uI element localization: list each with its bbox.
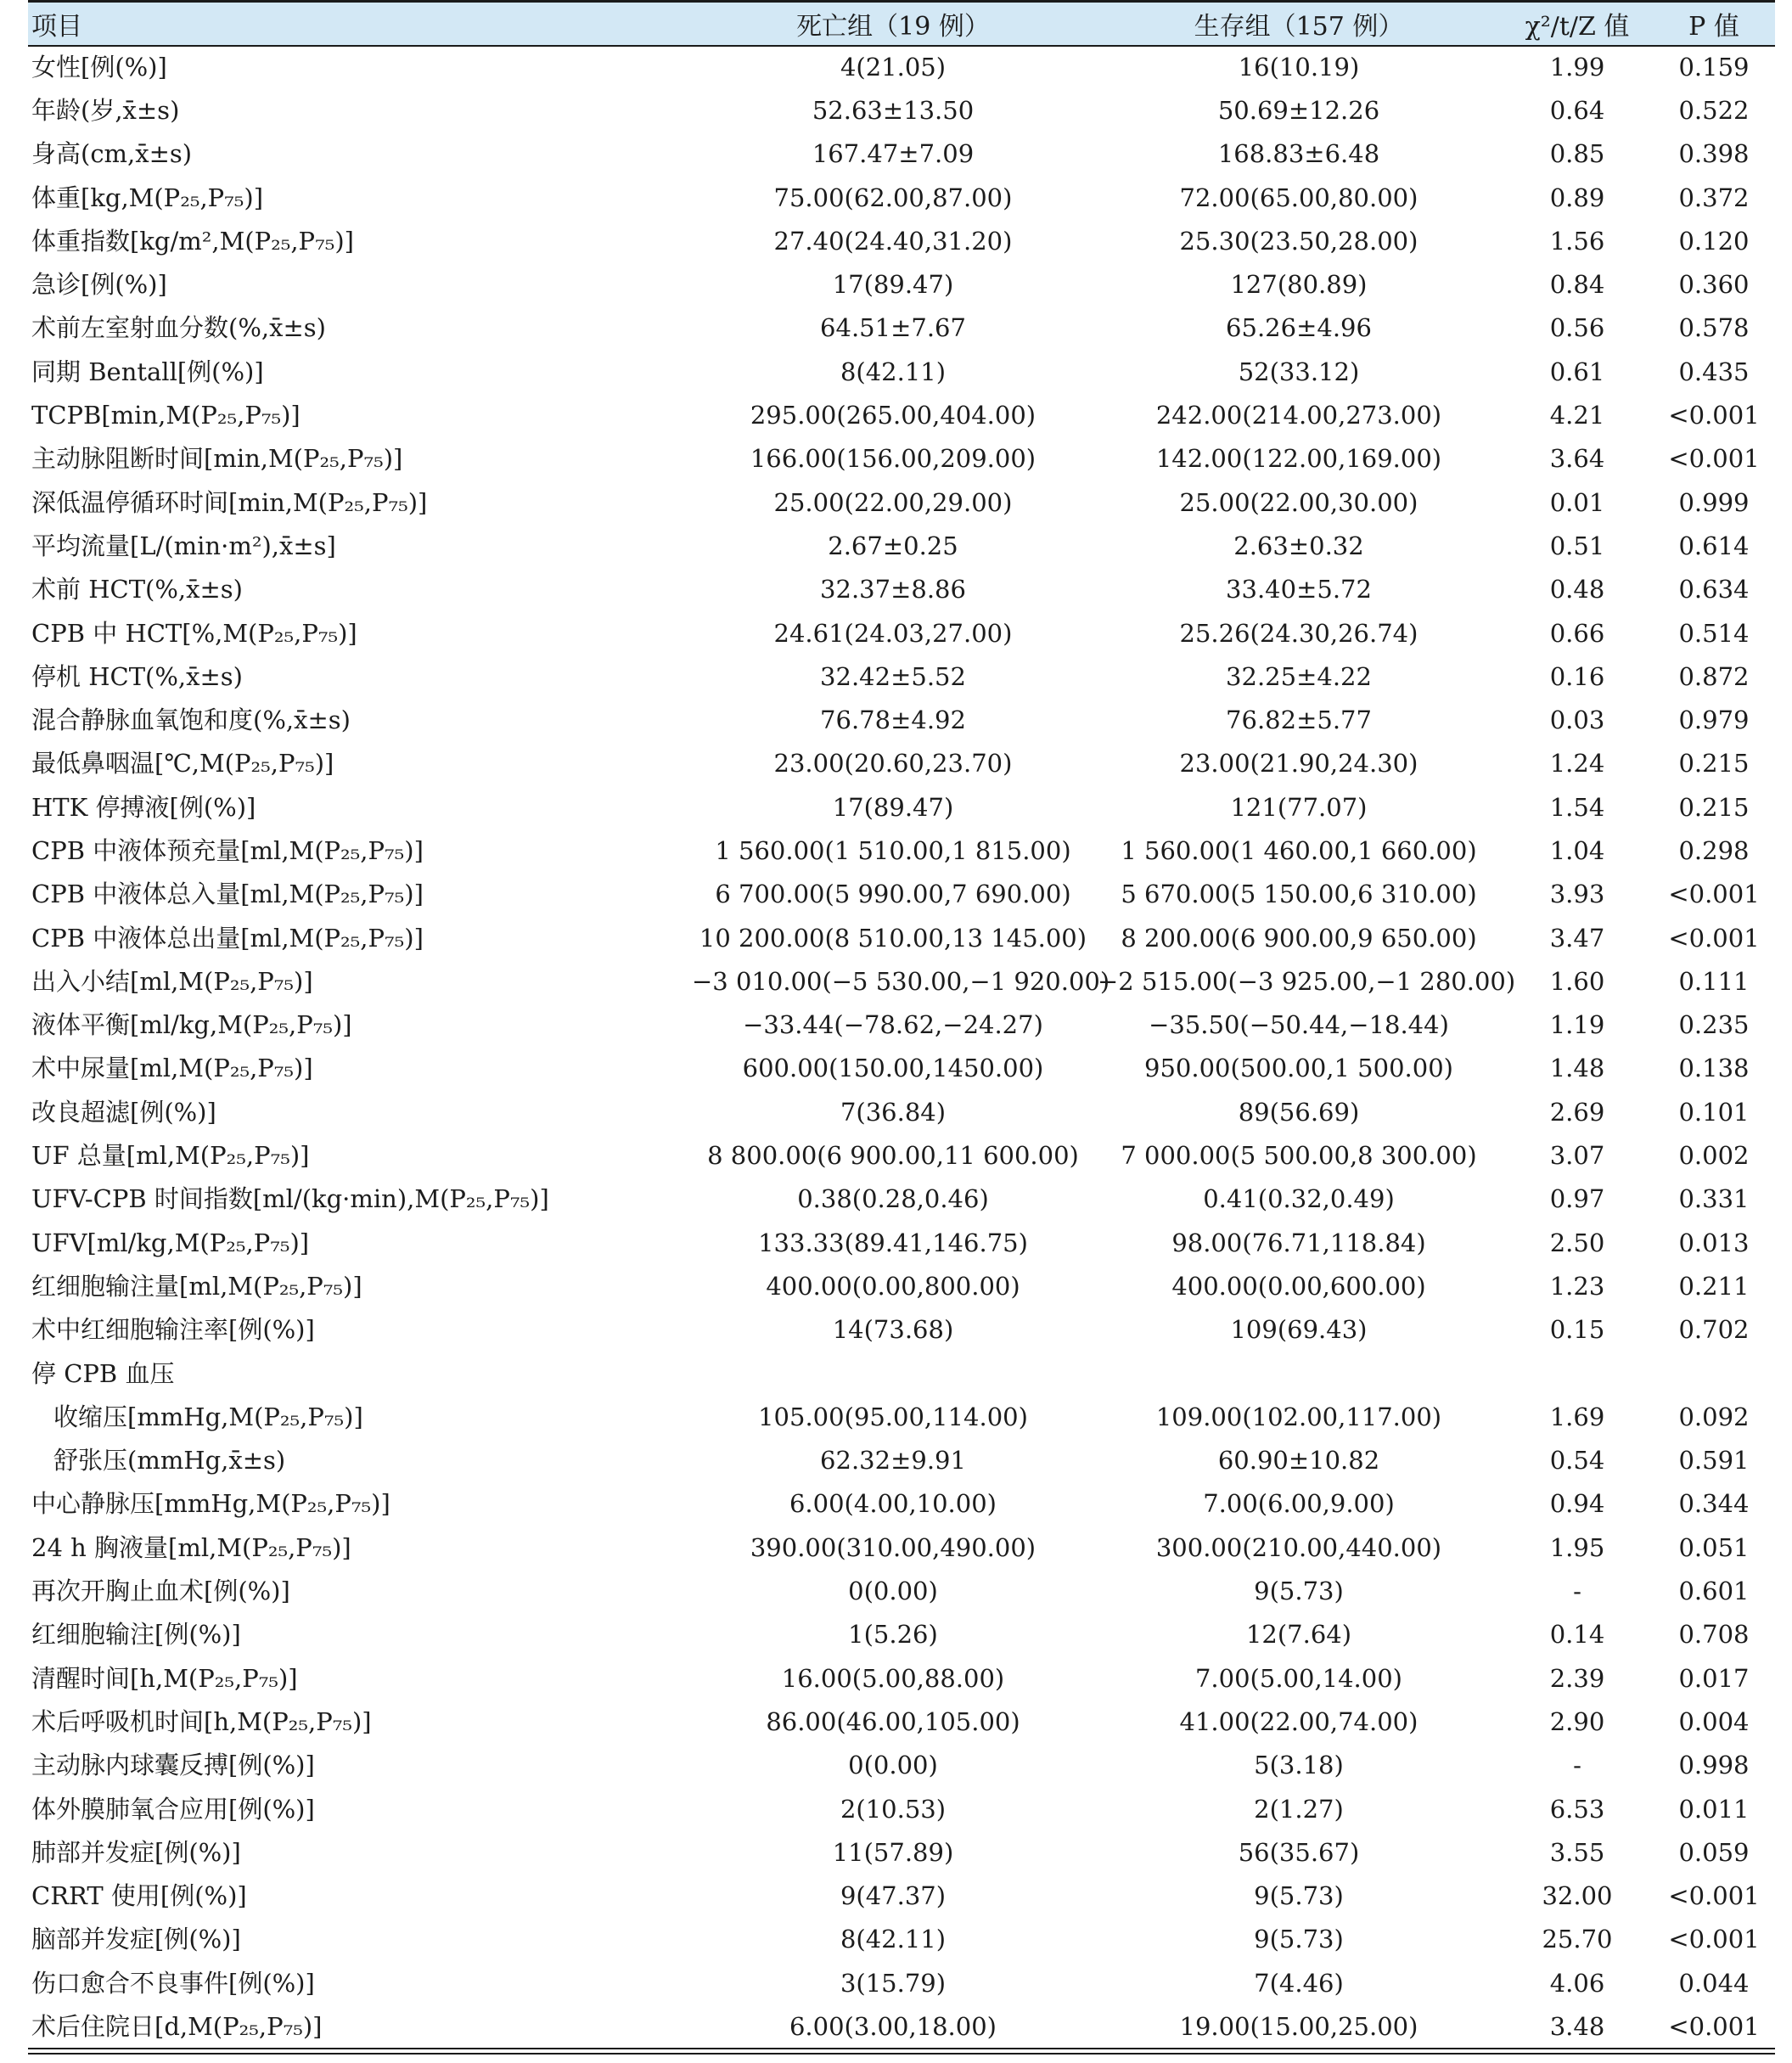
table-row bbox=[28, 1134, 1775, 1178]
cell-item: 停 CPB 血压 bbox=[31, 1358, 175, 1388]
cell-survival-group: 60.90±10.82 bbox=[1217, 1446, 1380, 1476]
cell-statistic: 1.48 bbox=[1549, 1054, 1605, 1083]
cell-p-value: 0.999 bbox=[1678, 487, 1750, 517]
cell-statistic: 0.66 bbox=[1549, 618, 1605, 648]
cell-statistic: 3.47 bbox=[1549, 923, 1605, 953]
cell-item: CPB 中液体总出量[ml,M(P₂₅,P₇₅)] bbox=[31, 923, 424, 953]
cell-death-group: 0(0.00) bbox=[848, 1751, 938, 1780]
cell-death-group: 166.00(156.00,209.00) bbox=[750, 444, 1036, 474]
cell-p-value: 0.522 bbox=[1678, 95, 1750, 125]
cell-survival-group: 56(35.67) bbox=[1238, 1837, 1360, 1867]
cell-survival-group: 168.83±6.48 bbox=[1217, 139, 1380, 169]
cell-statistic: 1.24 bbox=[1549, 749, 1605, 779]
table-row bbox=[28, 1047, 1775, 1090]
cell-death-group: 52.63±13.50 bbox=[812, 95, 975, 125]
cell-item: 停机 HCT(%,x̄±s) bbox=[31, 661, 243, 691]
cell-p-value: <0.001 bbox=[1668, 1881, 1760, 1911]
cell-p-value: 0.138 bbox=[1678, 1054, 1750, 1083]
header-statistic: χ²/t/Z 值 bbox=[1502, 2, 1653, 46]
table-row bbox=[28, 916, 1775, 959]
cell-statistic: 0.89 bbox=[1549, 183, 1605, 212]
cell-survival-group: 7.00(5.00,14.00) bbox=[1194, 1663, 1402, 1693]
cell-statistic: 0.84 bbox=[1549, 270, 1605, 300]
cell-death-group: 390.00(310.00,490.00) bbox=[750, 1532, 1036, 1562]
cell-item: TCPB[min,M(P₂₅,P₇₅)] bbox=[31, 401, 301, 430]
cell-survival-group: 5 670.00(5 150.00,6 310.00) bbox=[1121, 880, 1477, 909]
cell-survival-group: 9(5.73) bbox=[1254, 1925, 1344, 1954]
cell-survival-group: −35.50(−50.44,−18.44) bbox=[1149, 1010, 1449, 1040]
cell-survival-group: 109(69.43) bbox=[1230, 1315, 1368, 1345]
cell-death-group: 8(42.11) bbox=[840, 1925, 947, 1954]
cell-survival-group: 72.00(65.00,80.00) bbox=[1179, 183, 1418, 212]
table-row bbox=[28, 89, 1775, 132]
table-header-row bbox=[28, 2, 1775, 46]
cell-p-value: 0.998 bbox=[1678, 1751, 1750, 1780]
cell-p-value: 0.215 bbox=[1678, 749, 1750, 779]
table-continuation-edge bbox=[28, 2053, 1775, 2063]
cell-statistic: 3.64 bbox=[1549, 444, 1605, 474]
cell-item: 体重指数[kg/m²,M(P₂₅,P₇₅)] bbox=[31, 226, 354, 256]
cell-p-value: 0.591 bbox=[1678, 1446, 1750, 1476]
table-row bbox=[28, 1091, 1775, 1134]
cell-statistic: - bbox=[1573, 1577, 1581, 1606]
cell-p-value: 0.979 bbox=[1678, 705, 1750, 735]
cell-statistic: 0.61 bbox=[1549, 357, 1605, 386]
cell-death-group: 7(36.84) bbox=[840, 1097, 947, 1127]
table-row bbox=[28, 525, 1775, 568]
cell-survival-group: 950.00(500.00,1 500.00) bbox=[1144, 1054, 1453, 1083]
cell-p-value: 0.215 bbox=[1678, 792, 1750, 822]
table-row bbox=[28, 1875, 1775, 1918]
cell-survival-group: 121(77.07) bbox=[1230, 792, 1368, 822]
cell-death-group: −3 010.00(−5 530.00,−1 920.00) bbox=[692, 966, 1110, 996]
header-p-value: P 值 bbox=[1653, 2, 1775, 46]
cell-survival-group: 32.25±4.22 bbox=[1226, 661, 1372, 691]
cell-statistic: 3.48 bbox=[1502, 2005, 1653, 2049]
table-row bbox=[28, 263, 1775, 306]
table-row bbox=[28, 1613, 1775, 1656]
cell-death-group: 0(0.00) bbox=[848, 1577, 938, 1606]
cell-statistic: 1.99 bbox=[1549, 53, 1605, 82]
cell-survival-group: 16(10.19) bbox=[1238, 53, 1360, 82]
cell-p-value: 0.331 bbox=[1678, 1184, 1750, 1214]
cell-death-group: 167.47±7.09 bbox=[812, 139, 975, 169]
cell-statistic: 6.53 bbox=[1549, 1794, 1605, 1824]
cell-death-group: 17(89.47) bbox=[832, 270, 954, 300]
cell-p-value: 0.211 bbox=[1678, 1271, 1750, 1301]
cell-survival-group: 23.00(21.90,24.30) bbox=[1179, 749, 1418, 779]
cell-statistic: 0.85 bbox=[1549, 139, 1605, 169]
cell-death-group: 32.37±8.86 bbox=[820, 575, 966, 604]
table-row bbox=[28, 1526, 1775, 1570]
cell-survival-group: 9(5.73) bbox=[1254, 1881, 1344, 1911]
cell-statistic: 1.19 bbox=[1549, 1010, 1605, 1040]
cell-item: CPB 中液体预充量[ml,M(P₂₅,P₇₅)] bbox=[31, 835, 424, 865]
table-row bbox=[28, 786, 1775, 829]
cell-death-group: 10 200.00(8 510.00,13 145.00) bbox=[699, 923, 1087, 953]
cell-item: 中心静脉压[mmHg,M(P₂₅,P₇₅)] bbox=[31, 1489, 390, 1519]
cell-statistic: 0.64 bbox=[1549, 95, 1605, 125]
table-row bbox=[28, 481, 1775, 524]
cell-death-group: 32.42±5.52 bbox=[820, 661, 966, 691]
cell-item: 主动脉内球囊反搏[例(%)] bbox=[31, 1751, 315, 1780]
cell-statistic: 1.04 bbox=[1549, 835, 1605, 865]
cell-death-group: 8 800.00(6 900.00,11 600.00) bbox=[707, 1141, 1079, 1171]
cell-item: 同期 Bentall[例(%)] bbox=[31, 357, 264, 386]
table-row bbox=[28, 1265, 1775, 1308]
cell-item: 混合静脉血氧饱和度(%,x̄±s) bbox=[31, 705, 351, 735]
cell-item: 女性[例(%)] bbox=[31, 53, 167, 82]
cell-p-value: 0.298 bbox=[1678, 835, 1750, 865]
cell-p-value: 0.708 bbox=[1678, 1620, 1750, 1650]
cell-item: 急诊[例(%)] bbox=[31, 270, 167, 300]
cell-survival-group: 2.63±0.32 bbox=[1233, 531, 1364, 560]
cell-death-group: 600.00(150.00,1450.00) bbox=[742, 1054, 1044, 1083]
cell-survival-group: 142.00(122.00,169.00) bbox=[1155, 444, 1442, 474]
cell-survival-group: 25.00(22.00,30.00) bbox=[1179, 487, 1418, 517]
data-table bbox=[28, 0, 1775, 2049]
table-row bbox=[28, 1352, 1775, 1395]
table-row bbox=[28, 1570, 1775, 1613]
cell-survival-group: 65.26±4.96 bbox=[1226, 313, 1372, 343]
cell-survival-group: 52(33.12) bbox=[1238, 357, 1360, 386]
table-row bbox=[28, 1308, 1775, 1352]
cell-p-value: 0.372 bbox=[1678, 183, 1750, 212]
cell-death-group: 62.32±9.91 bbox=[820, 1446, 966, 1476]
table-row bbox=[28, 1744, 1775, 1787]
cell-item: 最低鼻咽温[℃,M(P₂₅,P₇₅)] bbox=[31, 749, 334, 779]
cell-item: 出入小结[ml,M(P₂₅,P₇₅)] bbox=[31, 966, 313, 996]
header-item: 项目 bbox=[28, 2, 690, 46]
cell-item: CPB 中液体总入量[ml,M(P₂₅,P₇₅)] bbox=[31, 880, 424, 909]
cell-survival-group: 12(7.64) bbox=[1245, 1620, 1352, 1650]
cell-p-value: 0.002 bbox=[1678, 1141, 1750, 1171]
cell-statistic: 0.01 bbox=[1549, 487, 1605, 517]
cell-death-group: 6 700.00(5 990.00,7 690.00) bbox=[715, 880, 1071, 909]
cell-item: CPB 中 HCT[%,M(P₂₅,P₇₅)] bbox=[31, 618, 357, 648]
cell-p-value: 0.120 bbox=[1678, 226, 1750, 256]
cell-death-group: 8(42.11) bbox=[840, 357, 947, 386]
cell-death-group: 11(57.89) bbox=[832, 1837, 954, 1867]
cell-item: 术前 HCT(%,x̄±s) bbox=[31, 575, 243, 604]
cell-p-value: 0.159 bbox=[1678, 53, 1750, 82]
cell-p-value: 0.111 bbox=[1678, 966, 1750, 996]
table-row bbox=[28, 1482, 1775, 1526]
cell-statistic: 1.95 bbox=[1549, 1532, 1605, 1562]
cell-p-value: 0.101 bbox=[1678, 1097, 1750, 1127]
table-row bbox=[28, 394, 1775, 437]
table-row bbox=[28, 1787, 1775, 1830]
cell-statistic: 4.21 bbox=[1549, 401, 1605, 430]
cell-p-value: 0.578 bbox=[1678, 313, 1750, 343]
cell-statistic: 1.23 bbox=[1549, 1271, 1605, 1301]
cell-statistic: 1.60 bbox=[1549, 966, 1605, 996]
cell-item: 液体平衡[ml/kg,M(P₂₅,P₇₅)] bbox=[31, 1010, 352, 1040]
cell-p-value: <0.001 bbox=[1668, 444, 1760, 474]
table-row bbox=[28, 1918, 1775, 1961]
cell-death-group: 133.33(89.41,146.75) bbox=[758, 1228, 1028, 1257]
table-row bbox=[28, 1396, 1775, 1439]
table-row bbox=[28, 1439, 1775, 1482]
cell-death-group: 105.00(95.00,114.00) bbox=[758, 1402, 1028, 1431]
cell-death-group: 2(10.53) bbox=[840, 1794, 947, 1824]
table-row bbox=[28, 220, 1775, 263]
cell-item: 年龄(岁,x̄±s) bbox=[31, 95, 180, 125]
cell-p-value: 0.601 bbox=[1678, 1577, 1750, 1606]
table-row bbox=[28, 46, 1775, 89]
cell-p-value: 0.004 bbox=[1678, 1706, 1750, 1736]
table-row bbox=[28, 351, 1775, 394]
cell-p-value: 0.092 bbox=[1678, 1402, 1750, 1431]
table-row bbox=[28, 699, 1775, 742]
cell-death-group: 1(5.26) bbox=[848, 1620, 938, 1650]
cell-statistic: 2.69 bbox=[1549, 1097, 1605, 1127]
cell-survival-group: 109.00(102.00,117.00) bbox=[1155, 1402, 1442, 1431]
cell-survival-group: 76.82±5.77 bbox=[1226, 705, 1372, 735]
cell-statistic: 0.54 bbox=[1549, 1446, 1605, 1476]
cell-survival-group: 242.00(214.00,273.00) bbox=[1155, 401, 1442, 430]
cell-death-group: 1 560.00(1 510.00,1 815.00) bbox=[715, 835, 1071, 865]
cell-survival-group: 127(80.89) bbox=[1230, 270, 1368, 300]
cell-death-group: 24.61(24.03,27.00) bbox=[773, 618, 1013, 648]
cell-death-group: 75.00(62.00,87.00) bbox=[773, 183, 1013, 212]
cell-p-value bbox=[1653, 1352, 1775, 1395]
header-death-group: 死亡组（19 例） bbox=[690, 2, 1096, 46]
table-row bbox=[28, 437, 1775, 481]
bottom-rule bbox=[28, 2053, 1775, 2055]
table-page bbox=[28, 0, 1775, 2063]
table-row bbox=[28, 306, 1775, 350]
cell-death-group: 25.00(22.00,29.00) bbox=[773, 487, 1013, 517]
cell-survival-group: 8 200.00(6 900.00,9 650.00) bbox=[1121, 923, 1477, 953]
table-row bbox=[28, 1831, 1775, 1875]
cell-item: 24 h 胸液量[ml,M(P₂₅,P₇₅)] bbox=[31, 1532, 351, 1562]
cell-statistic: 1.56 bbox=[1549, 226, 1605, 256]
cell-item: 红细胞输注[例(%)] bbox=[31, 1620, 241, 1650]
cell-death-group: 23.00(20.60,23.70) bbox=[773, 749, 1013, 779]
cell-statistic: 0.94 bbox=[1549, 1489, 1605, 1519]
cell-statistic: 0.14 bbox=[1549, 1620, 1605, 1650]
cell-death-group: 14(73.68) bbox=[832, 1315, 954, 1345]
cell-death-group: 64.51±7.67 bbox=[820, 313, 966, 343]
cell-death-group: 9(47.37) bbox=[840, 1881, 947, 1911]
cell-survival-group: 98.00(76.71,118.84) bbox=[1171, 1228, 1426, 1257]
cell-survival-group: 400.00(0.00,600.00) bbox=[1171, 1271, 1426, 1301]
cell-p-value: 0.051 bbox=[1678, 1532, 1750, 1562]
cell-survival-group: 25.30(23.50,28.00) bbox=[1179, 226, 1418, 256]
table-row bbox=[28, 1962, 1775, 2005]
cell-death-group: 76.78±4.92 bbox=[820, 705, 966, 735]
cell-item: 术中红细胞输注率[例(%)] bbox=[31, 1315, 315, 1345]
cell-p-value: 0.059 bbox=[1678, 1837, 1750, 1867]
cell-item: UFV[ml/kg,M(P₂₅,P₇₅)] bbox=[31, 1228, 310, 1257]
cell-p-value: 0.514 bbox=[1678, 618, 1750, 648]
cell-death-group: 2.67±0.25 bbox=[828, 531, 958, 560]
cell-death-group: 6.00(4.00,10.00) bbox=[789, 1489, 997, 1519]
cell-statistic: 2.90 bbox=[1549, 1706, 1605, 1736]
cell-statistic: 0.97 bbox=[1549, 1184, 1605, 1214]
cell-item: 红细胞输注量[ml,M(P₂₅,P₇₅)] bbox=[31, 1271, 362, 1301]
cell-p-value: 0.398 bbox=[1678, 139, 1750, 169]
cell-survival-group: 9(5.73) bbox=[1254, 1577, 1344, 1606]
cell-statistic: 0.56 bbox=[1549, 313, 1605, 343]
cell-statistic: 1.54 bbox=[1549, 792, 1605, 822]
cell-item: 体外膜肺氧合应用[例(%)] bbox=[31, 1794, 315, 1824]
cell-death-group: −33.44(−78.62,−24.27) bbox=[743, 1010, 1043, 1040]
cell-item: 肺部并发症[例(%)] bbox=[31, 1837, 241, 1867]
cell-item: 术后呼吸机时间[h,M(P₂₅,P₇₅)] bbox=[31, 1706, 372, 1736]
cell-statistic: 0.15 bbox=[1549, 1315, 1605, 1345]
cell-p-value: <0.001 bbox=[1653, 2005, 1775, 2049]
cell-statistic: 0.03 bbox=[1549, 705, 1605, 735]
cell-item: HTK 停搏液[例(%)] bbox=[31, 792, 256, 822]
cell-death-group: 27.40(24.40,31.20) bbox=[773, 226, 1013, 256]
table-row bbox=[28, 611, 1775, 655]
cell-item: UF 总量[ml,M(P₂₅,P₇₅)] bbox=[31, 1141, 310, 1171]
cell-survival-group: −2 515.00(−3 925.00,−1 280.00) bbox=[1098, 966, 1516, 996]
cell-p-value: 0.872 bbox=[1678, 661, 1750, 691]
cell-p-value: 0.017 bbox=[1678, 1663, 1750, 1693]
cell-statistic: 4.06 bbox=[1549, 1968, 1605, 1998]
table-row bbox=[28, 1222, 1775, 1265]
cell-p-value: 0.614 bbox=[1678, 531, 1750, 560]
table-row bbox=[28, 1003, 1775, 1047]
table-row bbox=[28, 2005, 1775, 2049]
cell-statistic: 2.50 bbox=[1549, 1228, 1605, 1257]
cell-p-value: 0.360 bbox=[1678, 270, 1750, 300]
table-row bbox=[28, 176, 1775, 219]
cell-item: 脑部并发症[例(%)] bbox=[31, 1925, 241, 1954]
cell-death-group: 16.00(5.00,88.00) bbox=[781, 1663, 1005, 1693]
cell-item: 平均流量[L/(min·m²),x̄±s] bbox=[31, 531, 336, 560]
cell-statistic bbox=[1502, 1352, 1653, 1395]
cell-p-value: 0.435 bbox=[1678, 357, 1750, 386]
table-row bbox=[28, 960, 1775, 1003]
cell-item: 主动脉阻断时间[min,M(P₂₅,P₇₅)] bbox=[31, 444, 403, 474]
cell-p-value: <0.001 bbox=[1668, 401, 1760, 430]
cell-p-value: 0.011 bbox=[1678, 1794, 1750, 1824]
cell-statistic: 32.00 bbox=[1542, 1881, 1613, 1911]
cell-statistic: 3.55 bbox=[1549, 1837, 1605, 1867]
cell-item: 身高(cm,x̄±s) bbox=[31, 139, 193, 169]
cell-p-value: <0.001 bbox=[1668, 880, 1760, 909]
cell-death-group: 295.00(265.00,404.00) bbox=[750, 401, 1036, 430]
cell-survival-group: 2(1.27) bbox=[1254, 1794, 1344, 1824]
cell-death-group: 400.00(0.00,800.00) bbox=[766, 1271, 1020, 1301]
cell-statistic: 3.07 bbox=[1549, 1141, 1605, 1171]
cell-statistic: 3.93 bbox=[1549, 880, 1605, 909]
cell-item: 术后住院日[d,M(P₂₅,P₇₅)] bbox=[28, 2005, 690, 2049]
table-row bbox=[28, 132, 1775, 176]
cell-survival-group: 5(3.18) bbox=[1254, 1751, 1344, 1780]
cell-p-value: 0.344 bbox=[1678, 1489, 1750, 1519]
table-body bbox=[28, 46, 1775, 2049]
cell-item: 术前左室射血分数(%,x̄±s) bbox=[31, 313, 326, 343]
cell-survival-group: 0.41(0.32,0.49) bbox=[1203, 1184, 1395, 1214]
table-row bbox=[28, 568, 1775, 611]
cell-item: 伤口愈合不良事件[例(%)] bbox=[31, 1968, 315, 1998]
cell-survival-group: 25.26(24.30,26.74) bbox=[1179, 618, 1418, 648]
table-row bbox=[28, 1656, 1775, 1700]
cell-item: 深低温停循环时间[min,M(P₂₅,P₇₅)] bbox=[31, 487, 428, 517]
header-survival-group: 生存组（157 例） bbox=[1096, 2, 1502, 46]
cell-survival-group: 19.00(15.00,25.00) bbox=[1096, 2005, 1502, 2049]
cell-survival-group: 50.69±12.26 bbox=[1217, 95, 1380, 125]
cell-statistic: 0.51 bbox=[1549, 531, 1605, 560]
cell-death-group: 6.00(3.00,18.00) bbox=[690, 2005, 1096, 2049]
cell-p-value: 0.235 bbox=[1678, 1010, 1750, 1040]
cell-statistic: 0.48 bbox=[1549, 575, 1605, 604]
cell-statistic: 25.70 bbox=[1542, 1925, 1613, 1954]
cell-statistic: 0.16 bbox=[1549, 661, 1605, 691]
cell-death-group: 3(15.79) bbox=[840, 1968, 947, 1998]
cell-item: 体重[kg,M(P₂₅,P₇₅)] bbox=[31, 183, 264, 212]
cell-item: 术中尿量[ml,M(P₂₅,P₇₅)] bbox=[31, 1054, 313, 1083]
cell-survival-group: 1 560.00(1 460.00,1 660.00) bbox=[1121, 835, 1477, 865]
cell-survival-group: 89(56.69) bbox=[1238, 1097, 1360, 1127]
table-row bbox=[28, 873, 1775, 916]
cell-survival-group: 7(4.46) bbox=[1254, 1968, 1344, 1998]
cell-item: 收缩压[mmHg,M(P₂₅,P₇₅)] bbox=[53, 1402, 363, 1431]
cell-survival-group bbox=[1096, 1352, 1502, 1395]
cell-survival-group: 300.00(210.00,440.00) bbox=[1155, 1532, 1442, 1562]
cell-statistic: 1.69 bbox=[1549, 1402, 1605, 1431]
cell-death-group: 17(89.47) bbox=[832, 792, 954, 822]
cell-p-value: <0.001 bbox=[1668, 923, 1760, 953]
cell-p-value: 0.044 bbox=[1678, 1968, 1750, 1998]
table-row bbox=[28, 655, 1775, 699]
cell-death-group: 86.00(46.00,105.00) bbox=[766, 1706, 1020, 1736]
cell-p-value: 0.634 bbox=[1678, 575, 1750, 604]
cell-survival-group: 41.00(22.00,74.00) bbox=[1179, 1706, 1418, 1736]
cell-item: CRRT 使用[例(%)] bbox=[31, 1881, 247, 1911]
cell-death-group bbox=[690, 1352, 1096, 1395]
cell-death-group: 0.38(0.28,0.46) bbox=[797, 1184, 989, 1214]
table-row bbox=[28, 829, 1775, 873]
table-row bbox=[28, 1700, 1775, 1744]
cell-item: 改良超滤[例(%)] bbox=[31, 1097, 216, 1127]
cell-survival-group: 33.40±5.72 bbox=[1226, 575, 1372, 604]
cell-p-value: 0.013 bbox=[1678, 1228, 1750, 1257]
cell-p-value: <0.001 bbox=[1668, 1925, 1760, 1954]
table-row bbox=[28, 1178, 1775, 1221]
cell-item: 舒张压(mmHg,x̄±s) bbox=[53, 1446, 286, 1476]
cell-p-value: 0.702 bbox=[1678, 1315, 1750, 1345]
cell-survival-group: 7.00(6.00,9.00) bbox=[1203, 1489, 1395, 1519]
cell-survival-group: 7 000.00(5 500.00,8 300.00) bbox=[1121, 1141, 1477, 1171]
cell-statistic: 2.39 bbox=[1549, 1663, 1605, 1693]
cell-item: 清醒时间[h,M(P₂₅,P₇₅)] bbox=[31, 1663, 298, 1693]
cell-statistic: - bbox=[1573, 1751, 1581, 1780]
table-row bbox=[28, 742, 1775, 785]
cell-death-group: 4(21.05) bbox=[840, 53, 947, 82]
cell-item: UFV-CPB 时间指数[ml/(kg·min),M(P₂₅,P₇₅)] bbox=[31, 1184, 549, 1214]
cell-item: 再次开胸止血术[例(%)] bbox=[31, 1577, 290, 1606]
